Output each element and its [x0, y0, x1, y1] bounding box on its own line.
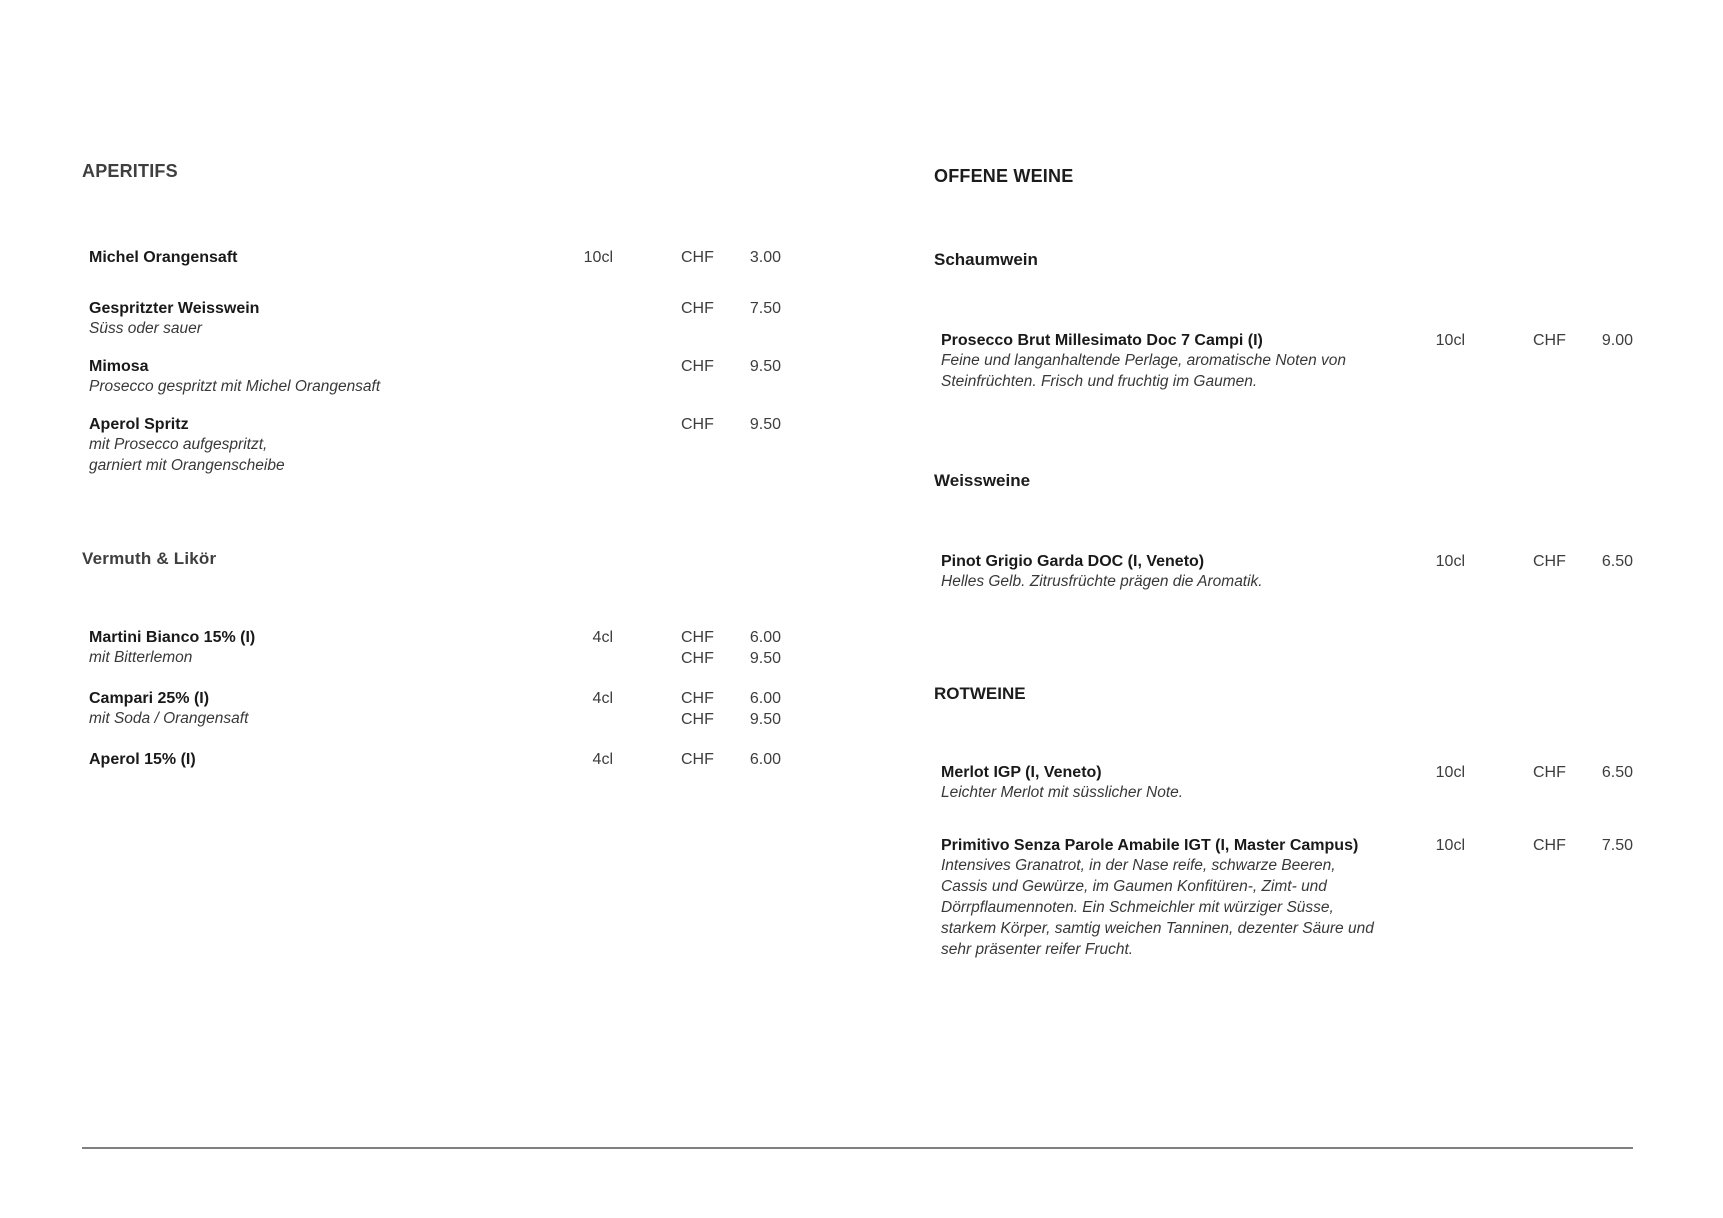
- item-size: [528, 356, 613, 377]
- item-currency: CHF: [681, 711, 714, 728]
- item-currency: CHF: [681, 751, 714, 768]
- item-description: mit Prosecco aufgespritzt,: [89, 436, 268, 453]
- item-size: 10cl: [1435, 553, 1465, 570]
- item-size: 10cl: [1435, 837, 1465, 854]
- item-currency: CHF: [1533, 764, 1566, 781]
- item-description: mit Soda / Orangensaft: [89, 710, 249, 727]
- menu-item: [89, 749, 781, 770]
- item-description: garniert mit Orangenscheibe: [89, 457, 285, 474]
- item-size: 4cl: [592, 690, 613, 707]
- item-description: Süss oder sauer: [89, 320, 202, 337]
- item-currency: CHF: [1533, 837, 1566, 854]
- item-description: starkem Körper, samtig weichen Tanninen, dezenter Säure und: [941, 920, 1374, 937]
- item-description: Leichter Merlot mit süsslicher Note.: [941, 784, 1184, 801]
- item-name: Primitivo Senza Parole Amabile IGT (I, Master Campus): [941, 837, 1359, 854]
- menu-item: [941, 835, 1633, 961]
- item-size: 10cl: [1435, 764, 1465, 781]
- item-description: Intensives Granatrot, in der Nase reife, schwarze Beeren,: [941, 857, 1336, 874]
- item-price: 9.00: [1601, 332, 1633, 349]
- item-currency: CHF: [1533, 553, 1566, 570]
- footer-divider: [82, 1147, 1633, 1149]
- subsection-title-schaumwein: Schaumwein: [934, 250, 1038, 269]
- item-name: Mimosa: [89, 358, 149, 375]
- item-currency: CHF: [681, 690, 714, 707]
- item-name: Martini Bianco 15% (I): [89, 629, 256, 646]
- item-price: 3.00: [749, 249, 781, 266]
- item-description: Prosecco gespritzt mit Michel Orangensaft: [89, 378, 381, 395]
- item-currency: CHF: [681, 300, 714, 317]
- menu-item: [89, 627, 781, 669]
- item-description: Steinfrüchten. Frisch und fruchtig im Gaumen.: [941, 373, 1258, 390]
- menu-item: [941, 330, 1633, 393]
- item-price: 6.50: [1601, 553, 1633, 570]
- menu-item: [89, 356, 781, 398]
- section-title-offene-weine: OFFENE WEINE: [934, 166, 1074, 186]
- item-description: Helles Gelb. Zitrusfrüchte prägen die Aromatik.: [941, 573, 1263, 590]
- item-size: 4cl: [592, 629, 613, 646]
- item-price: 6.00: [749, 690, 781, 707]
- item-description: Cassis und Gewürze, im Gaumen Konfitüren-, Zimt- und: [941, 878, 1327, 895]
- item-description: Dörrpflaumennoten. Ein Schmeichler mit würziger Süsse,: [941, 899, 1334, 916]
- item-size: 4cl: [592, 751, 613, 768]
- item-currency: CHF: [681, 650, 714, 667]
- menu-item: [89, 414, 781, 477]
- item-price: 6.50: [1601, 764, 1633, 781]
- item-price: 9.50: [749, 358, 781, 375]
- item-name: Michel Orangensaft: [89, 249, 238, 266]
- menu-item: [89, 247, 781, 268]
- item-currency: CHF: [681, 249, 714, 266]
- item-price: 9.50: [749, 711, 781, 728]
- item-size: 10cl: [583, 249, 613, 266]
- item-currency: CHF: [681, 629, 714, 646]
- item-name: Prosecco Brut Millesimato Doc 7 Campi (I): [941, 332, 1263, 349]
- item-size: [528, 648, 613, 669]
- section-title-aperitifs: APERITIFS: [82, 161, 178, 181]
- item-price: 7.50: [1601, 837, 1633, 854]
- subsection-title-weissweine: Weissweine: [934, 471, 1031, 490]
- item-price: 6.00: [749, 629, 781, 646]
- item-name: Campari 25% (I): [89, 690, 210, 707]
- item-price: 7.50: [749, 300, 781, 317]
- item-name: Aperol Spritz: [89, 416, 189, 433]
- item-description: Feine und langanhaltende Perlage, aromatische Noten von: [941, 352, 1346, 369]
- menu-item: [89, 688, 781, 730]
- item-description: sehr präsenter reifer Frucht.: [941, 941, 1134, 958]
- menu-item: [941, 551, 1633, 593]
- menu-item: [89, 298, 781, 340]
- item-price: 9.50: [749, 650, 781, 667]
- item-name: Aperol 15% (I): [89, 751, 196, 768]
- item-name: Pinot Grigio Garda DOC (I, Veneto): [941, 553, 1205, 570]
- item-size: 10cl: [1435, 332, 1465, 349]
- item-currency: CHF: [1533, 332, 1566, 349]
- item-currency: CHF: [681, 358, 714, 375]
- item-currency: CHF: [681, 416, 714, 433]
- section-title-vermuth-likoer: Vermuth & Likör: [82, 549, 217, 568]
- item-size: [528, 709, 613, 730]
- subsection-title-rotweine: ROTWEINE: [934, 684, 1026, 703]
- menu-item: [941, 762, 1633, 804]
- item-price: 6.00: [749, 751, 781, 768]
- item-description: mit Bitterlemon: [89, 649, 193, 666]
- item-size: [528, 414, 613, 435]
- item-name: Gespritzter Weisswein: [89, 300, 260, 317]
- item-price: 9.50: [749, 416, 781, 433]
- item-name: Merlot IGP (I, Veneto): [941, 764, 1102, 781]
- item-size: [528, 298, 613, 319]
